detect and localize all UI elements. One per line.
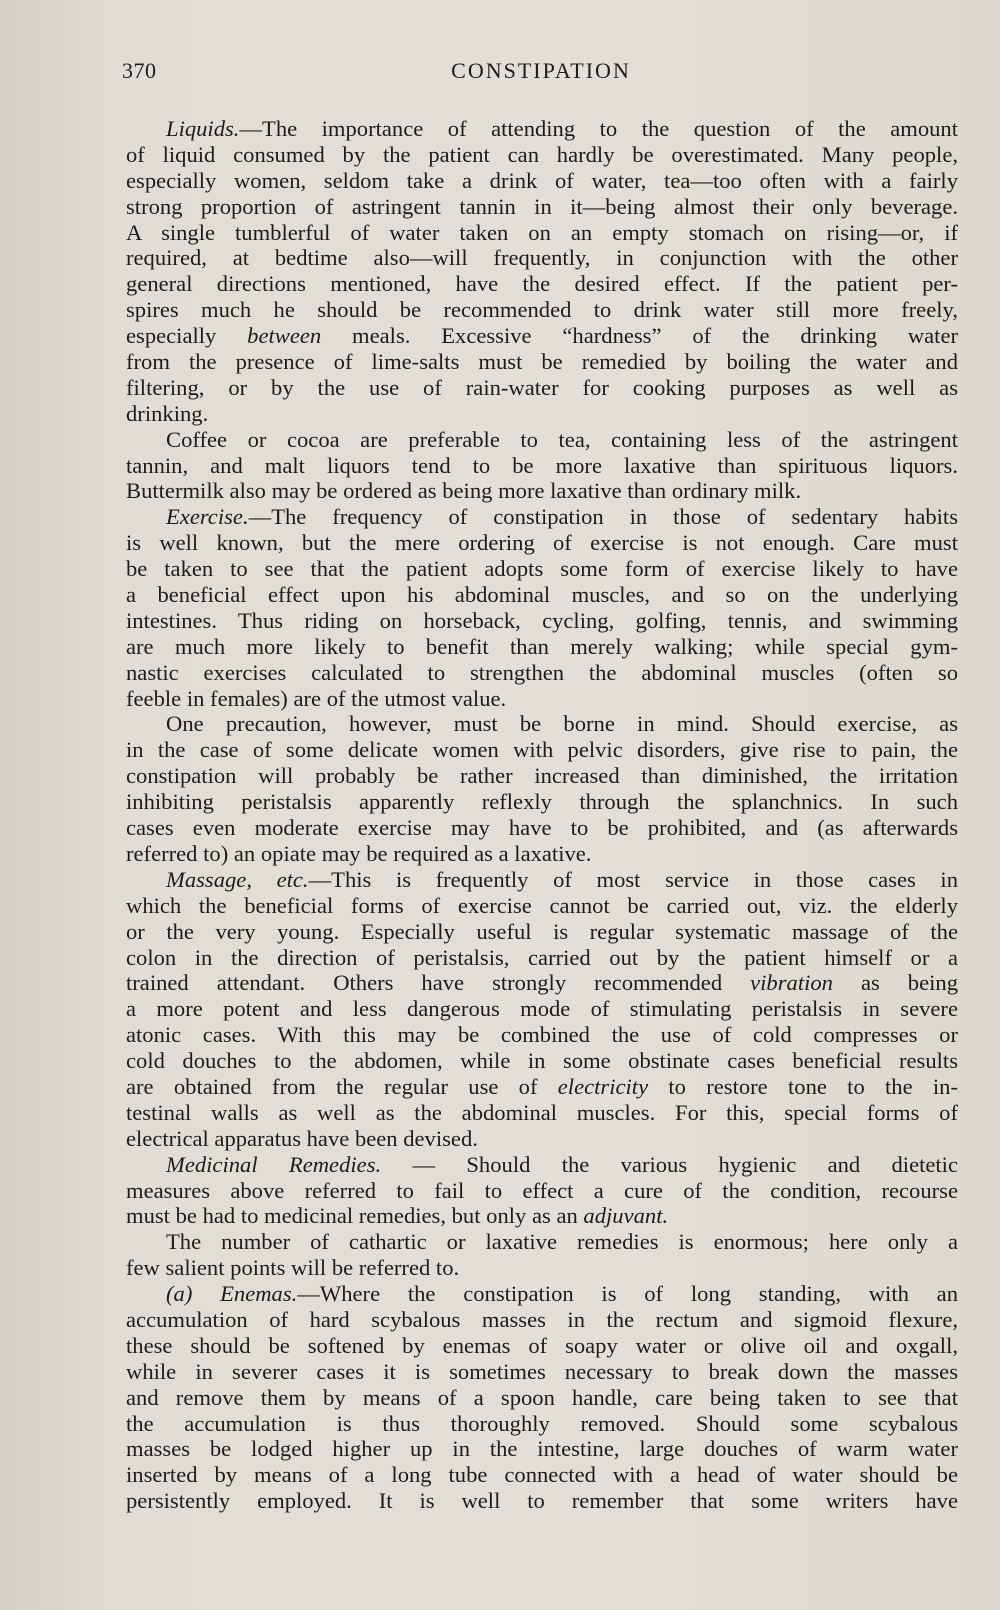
text-line xyxy=(126,945,958,971)
text-line xyxy=(126,1462,958,1488)
line-text: filtering, or by the use of rain-water for cooking purposes as well as xyxy=(126,374,958,400)
text-line xyxy=(126,1022,958,1048)
text-line xyxy=(126,116,958,142)
text-line xyxy=(126,297,958,323)
emphasis-text: between xyxy=(247,323,322,349)
line-text: Coffee or cocoa are preferable to tea, containing less of the astringent xyxy=(166,426,958,452)
line-text: referred to) an opiate may be required as a laxative. xyxy=(126,840,592,866)
text-line xyxy=(126,1333,958,1359)
text-line xyxy=(126,1281,958,1307)
line-text: especially women, seldom take a drink of water, tea—too often with a fairly xyxy=(126,167,958,193)
line-text: A single tumblerful of water taken on an empty stomach on rising—or, if xyxy=(126,219,958,245)
line-text: tannin, and malt liquors tend to be more laxative than spirituous liquors. xyxy=(126,452,958,478)
text-line xyxy=(126,1100,958,1126)
text-line xyxy=(126,556,958,582)
text-line xyxy=(126,711,958,737)
text-line xyxy=(126,686,958,712)
text-line xyxy=(126,1411,958,1437)
line-text: be taken to see that the patient adopts some form of exercise likely to have xyxy=(126,556,958,582)
text-line xyxy=(126,1255,958,1281)
line-text: — Should the various hygienic and dietetic xyxy=(381,1151,958,1177)
text-line xyxy=(126,271,958,297)
line-text: a beneficial effect upon his abdominal muscles, and so on the underlying xyxy=(126,582,958,608)
page-number: 370 xyxy=(122,58,157,83)
line-text: as being xyxy=(832,970,958,996)
line-text: while in severer cases it is sometimes necessary to break down the masses xyxy=(126,1358,958,1384)
line-text: must be had to medicinal remedies, but only as an xyxy=(126,1203,584,1229)
line-text: nastic exercises calculated to strengthen the abdominal muscles (often so xyxy=(126,659,958,685)
line-text: are obtained from the regular use of xyxy=(126,1073,558,1099)
text-line xyxy=(126,919,958,945)
emphasis-text: electricity xyxy=(557,1073,649,1099)
line-text: cases even moderate exercise may have to be prohibited, and (as afterwards xyxy=(126,815,958,841)
line-text: meals. Excessive “hardness” of the drinking water xyxy=(321,323,958,349)
text-line xyxy=(126,245,958,271)
line-text: few salient points will be referred to. xyxy=(126,1255,460,1281)
text-line xyxy=(126,375,958,401)
line-text: and remove them by means of a spoon handle, care being taken to see that xyxy=(126,1384,958,1410)
section-heading: Massage, etc. xyxy=(166,866,309,892)
text-line xyxy=(126,841,958,867)
line-text: are much more likely to benefit than merely walking; while special gym- xyxy=(126,633,958,659)
emphasis-text: vibration xyxy=(750,970,833,996)
line-text: strong proportion of astringent tannin in it—being almost their only beverage. xyxy=(126,193,958,219)
line-text: colon in the direction of peristalsis, carried out by the patient himself or a xyxy=(126,944,958,970)
text-line xyxy=(126,634,958,660)
line-text: which the beneficial forms of exercise cannot be carried out, viz. the elderly xyxy=(126,892,958,918)
text-line xyxy=(126,1307,958,1333)
line-text: constipation will probably be rather increased than diminished, the irritation xyxy=(126,763,958,789)
line-text: intestines. Thus riding on horseback, cycling, golfing, tennis, and swimming xyxy=(126,607,958,633)
line-text: feeble in females) are of the utmost value. xyxy=(126,685,507,711)
text-line xyxy=(126,453,958,479)
line-text: —The importance of attending to the question of the amount xyxy=(239,116,958,141)
line-text: is well known, but the mere ordering of exercise is not enough. Care must xyxy=(126,530,958,556)
text-line xyxy=(126,401,958,427)
text-line xyxy=(126,427,958,453)
text-line xyxy=(126,168,958,194)
line-text: testinal walls as well as the abdominal muscles. For this, special forms of xyxy=(126,1099,958,1125)
text-line xyxy=(126,737,958,763)
line-text: to restore tone to the in- xyxy=(648,1073,958,1099)
line-text: inserted by means of a long tube connected with a head of water should be xyxy=(126,1462,958,1488)
text-line xyxy=(126,194,958,220)
line-text: spires much he should be recommended to drink water still more freely, xyxy=(126,297,958,323)
text-line xyxy=(126,1229,958,1255)
text-line xyxy=(126,582,958,608)
text-line xyxy=(126,1048,958,1074)
line-text: in the case of some delicate women with pelvic disorders, give rise to pain, the xyxy=(126,737,958,763)
text-line xyxy=(126,660,958,686)
line-text: electrical apparatus have been devised. xyxy=(126,1125,478,1151)
text-line xyxy=(126,867,958,893)
body-text xyxy=(126,116,958,1514)
section-heading: Medicinal Remedies. xyxy=(166,1151,382,1177)
line-text: measures above referred to fail to effect a cure of the condition, recourse xyxy=(126,1177,958,1203)
line-text: a more potent and less dangerous mode of stimulating peristalsis in severe xyxy=(126,996,958,1022)
text-line xyxy=(126,1203,958,1229)
text-line xyxy=(126,478,958,504)
section-heading: Liquids. xyxy=(166,116,240,141)
line-text: cold douches to the abdomen, while in some obstinate cases beneficial results xyxy=(126,1048,958,1074)
text-line xyxy=(126,815,958,841)
line-text: —Where the constipation is of long standing, with an xyxy=(297,1281,958,1307)
line-text: Buttermilk also may be ordered as being more laxative than ordinary milk. xyxy=(126,478,802,504)
text-line xyxy=(126,1178,958,1204)
line-text: One precaution, however, must be borne in mind. Should exercise, as xyxy=(166,711,958,737)
line-text: inhibiting peristalsis apparently reflexly through the splanchnics. In such xyxy=(126,789,958,815)
line-text: from the presence of lime-salts must be remedied by boiling the water and xyxy=(126,349,958,375)
page-header xyxy=(122,58,960,92)
text-line xyxy=(126,1385,958,1411)
text-line xyxy=(126,349,958,375)
line-text: these should be softened by enemas of soapy water or olive oil and oxgall, xyxy=(126,1332,958,1358)
text-line xyxy=(126,142,958,168)
text-line xyxy=(126,789,958,815)
line-text: —The frequency of constipation in those of sedentary habits xyxy=(248,504,958,530)
line-text: of liquid consumed by the patient can hardly be overestimated. Many people, xyxy=(126,141,958,167)
line-text: the accumulation is thus thoroughly removed. Should some scybalous xyxy=(126,1410,958,1436)
line-text: accumulation of hard scybalous masses in the rectum and sigmoid flexure, xyxy=(126,1306,958,1332)
text-line xyxy=(126,763,958,789)
text-line xyxy=(126,1152,958,1178)
text-line xyxy=(126,220,958,246)
line-text: or the very young. Especially useful is regular systematic massage of the xyxy=(126,918,958,944)
text-line xyxy=(126,530,958,556)
text-line xyxy=(126,1436,958,1462)
text-line xyxy=(126,1488,958,1514)
text-line xyxy=(126,893,958,919)
line-text: masses be lodged higher up in the intestine, large douches of warm water xyxy=(126,1436,958,1462)
running-head: CONSTIPATION xyxy=(451,58,631,83)
text-line xyxy=(126,504,958,530)
text-line xyxy=(126,996,958,1022)
text-line xyxy=(126,1074,958,1100)
section-heading: Exercise. xyxy=(166,504,249,530)
line-text: atonic cases. With this may be combined the use of cold compresses or xyxy=(126,1022,958,1048)
section-heading: (a) Enemas. xyxy=(166,1281,298,1307)
line-text: required, at bedtime also—will frequently, in conjunction with the other xyxy=(126,245,958,271)
line-text: —This is frequently of most service in those cases in xyxy=(308,866,958,892)
line-text: drinking. xyxy=(126,400,209,426)
text-line xyxy=(126,608,958,634)
line-text: especially xyxy=(126,323,248,349)
line-text: The number of cathartic or laxative remedies is enormous; here only a xyxy=(166,1229,958,1255)
emphasis-text: adjuvant. xyxy=(583,1203,669,1229)
line-text: persistently employed. It is well to remember that some writers have xyxy=(126,1488,958,1514)
line-text: general directions mentioned, have the desired effect. If the patient per- xyxy=(126,271,958,297)
text-line xyxy=(126,1359,958,1385)
line-text: trained attendant. Others have strongly recommended xyxy=(126,970,751,996)
text-line xyxy=(126,323,958,349)
text-line xyxy=(126,1126,958,1152)
text-line xyxy=(126,970,958,996)
